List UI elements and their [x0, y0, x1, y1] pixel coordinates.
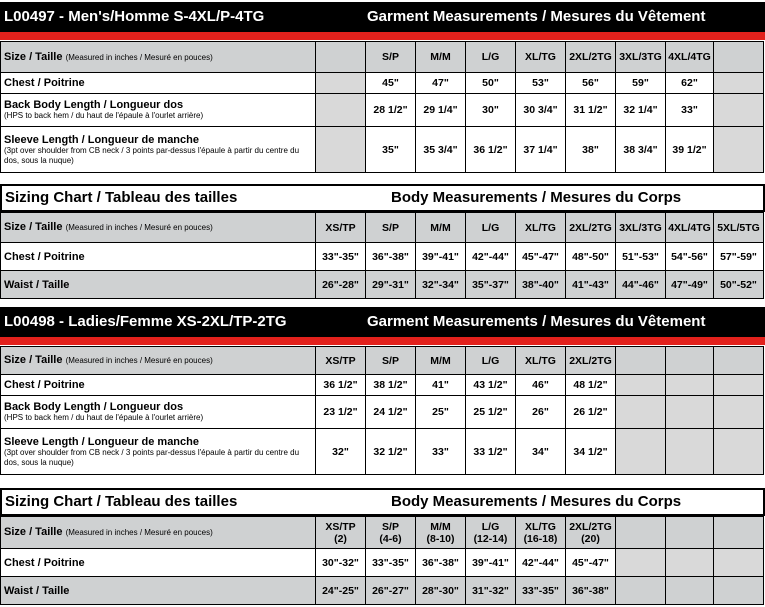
size-header: M/M — [416, 42, 466, 73]
ladies-body-title: Body Measurements / Mesures du Corps — [391, 493, 682, 510]
value-cell: 50" — [466, 73, 516, 94]
value-cell: 25" — [416, 396, 466, 429]
size-header: L/G — [466, 347, 516, 375]
size-header: 4XL/4TG — [666, 42, 714, 73]
empty-cell — [714, 429, 764, 475]
empty-cell — [666, 347, 714, 375]
empty-cell — [616, 549, 666, 577]
size-header: 2XL/2TG — [569, 520, 612, 533]
value-cell: 36 1/2" — [466, 127, 516, 173]
size-header-cell — [516, 517, 566, 549]
size-header: 3XL/3TG — [616, 42, 666, 73]
value-cell: 39"-41" — [416, 243, 466, 271]
row-note: (HPS to back hem / du haut de l'épaule à l'ourlet arrière) — [4, 413, 204, 422]
table-row — [1, 549, 764, 577]
empty-cell — [616, 375, 666, 396]
table-row — [1, 243, 764, 271]
value-cell: 51"-53" — [616, 243, 666, 271]
value-cell: 62" — [666, 73, 714, 94]
value-cell: 26"-28" — [316, 271, 366, 299]
value-cell: 29 1/4" — [416, 94, 466, 127]
size-header: XS/TP — [316, 213, 366, 243]
empty-cell — [714, 549, 764, 577]
ladies-sizing-header — [0, 488, 765, 516]
size-header-cell — [316, 517, 366, 549]
row-label-cell — [1, 127, 316, 173]
empty-cell — [316, 73, 366, 94]
size-header-cell — [566, 517, 616, 549]
value-cell: 53" — [516, 73, 566, 94]
size-label-cell — [1, 42, 316, 73]
size-header: S/P — [366, 42, 416, 73]
size-sub: (8-10) — [426, 532, 455, 545]
value-cell: 50"-52" — [714, 271, 764, 299]
row-label: Chest / Poitrine — [1, 243, 316, 271]
size-header: 4XL/4TG — [666, 213, 714, 243]
empty-cell — [666, 517, 714, 549]
row-label: Waist / Taille — [1, 271, 316, 299]
value-cell: 48"-50" — [566, 243, 616, 271]
empty-cell — [616, 517, 666, 549]
size-note: (Measured in inches / Mesuré en pouces) — [65, 356, 213, 365]
empty-cell — [714, 42, 764, 73]
value-cell: 35 3/4" — [416, 127, 466, 173]
value-cell: 30 3/4" — [516, 94, 566, 127]
empty-cell — [714, 517, 764, 549]
table-row — [1, 429, 764, 475]
value-cell: 24"-25" — [316, 577, 366, 605]
value-cell: 38"-40" — [516, 271, 566, 299]
value-cell: 30" — [466, 94, 516, 127]
row-label: Back Body Length / Longueur dos — [4, 99, 184, 111]
size-header: L/G — [466, 213, 516, 243]
value-cell: 45"-47" — [566, 549, 616, 577]
table-row — [1, 271, 764, 299]
empty-cell — [616, 429, 666, 475]
empty-cell — [616, 396, 666, 429]
value-cell: 30"-32" — [316, 549, 366, 577]
mens-garment-size-row — [1, 42, 764, 73]
size-header: 2XL/2TG — [566, 42, 616, 73]
table-row — [1, 577, 764, 605]
size-header: S/P — [366, 213, 416, 243]
value-cell: 36 1/2" — [316, 375, 366, 396]
value-cell: 33"-35" — [366, 549, 416, 577]
value-cell: 41"-43" — [566, 271, 616, 299]
empty-cell — [714, 577, 764, 605]
row-label: Back Body Length / Longueur dos — [4, 401, 184, 413]
row-label: Sleeve Length / Longueur de manche — [4, 133, 199, 146]
size-note: (Measured in inches / Mesuré en pouces) — [65, 528, 213, 537]
value-cell: 25 1/2" — [466, 396, 516, 429]
empty-cell — [666, 375, 714, 396]
size-header: L/G — [466, 42, 516, 73]
value-cell: 35"-37" — [466, 271, 516, 299]
size-header-cell — [366, 517, 416, 549]
empty-cell — [616, 577, 666, 605]
size-header: XL/TG — [516, 347, 566, 375]
value-cell: 31"-32" — [466, 577, 516, 605]
value-cell: 37 1/4" — [516, 127, 566, 173]
value-cell: 28 1/2" — [366, 94, 416, 127]
size-sub: (12-14) — [473, 532, 508, 545]
mens-body-table — [0, 212, 764, 299]
size-label-cell — [1, 517, 316, 549]
value-cell: 33" — [416, 429, 466, 475]
value-cell: 33 1/2" — [466, 429, 516, 475]
value-cell: 36"-38" — [416, 549, 466, 577]
ladies-garment-header — [0, 307, 765, 337]
size-header: 2XL/2TG — [566, 213, 616, 243]
size-label: Size / Taille — [4, 221, 63, 233]
table-row — [1, 127, 764, 173]
value-cell: 35" — [366, 127, 416, 173]
row-label-cell — [1, 94, 316, 127]
ladies-garment-size-row — [1, 347, 764, 375]
size-header: 3XL/3TG — [616, 213, 666, 243]
empty-cell — [714, 375, 764, 396]
empty-cell — [666, 577, 714, 605]
empty-cell — [666, 549, 714, 577]
value-cell: 28"-30" — [416, 577, 466, 605]
empty-cell — [666, 429, 714, 475]
value-cell: 23 1/2" — [316, 396, 366, 429]
value-cell: 33" — [666, 94, 714, 127]
value-cell: 59" — [616, 73, 666, 94]
value-cell: 29"-31" — [366, 271, 416, 299]
value-cell: 42"-44" — [516, 549, 566, 577]
ladies-red-bar — [0, 337, 765, 345]
size-header: M/M — [416, 213, 466, 243]
value-cell: 36"-38" — [366, 243, 416, 271]
value-cell: 34" — [516, 429, 566, 475]
value-cell: 34 1/2" — [566, 429, 616, 475]
size-label: Size / Taille — [4, 354, 63, 366]
value-cell: 38 1/2" — [366, 375, 416, 396]
mens-garment-table — [0, 41, 764, 173]
value-cell: 47" — [416, 73, 466, 94]
size-sub: (20) — [581, 532, 600, 545]
mens-sizing-title: Sizing Chart / Tableau des tailles — [5, 189, 238, 206]
value-cell: 46" — [516, 375, 566, 396]
value-cell: 56" — [566, 73, 616, 94]
empty-cell — [714, 127, 764, 173]
value-cell: 47"-49" — [666, 271, 714, 299]
size-header: XL/TG — [525, 520, 556, 533]
value-cell: 41" — [416, 375, 466, 396]
value-cell: 31 1/2" — [566, 94, 616, 127]
value-cell: 57"-59" — [714, 243, 764, 271]
value-cell: 36"-38" — [566, 577, 616, 605]
empty-cell — [666, 396, 714, 429]
size-label: Size / Taille — [4, 526, 63, 538]
row-label: Chest / Poitrine — [1, 375, 316, 396]
size-header: XL/TG — [516, 213, 566, 243]
size-header: XS/TP — [316, 347, 366, 375]
row-label: Chest / Poitrine — [1, 549, 316, 577]
value-cell: 39"-41" — [466, 549, 516, 577]
size-header-cell — [466, 517, 516, 549]
empty-cell — [714, 73, 764, 94]
empty-cell — [714, 94, 764, 127]
table-row — [1, 375, 764, 396]
mens-body-size-row — [1, 213, 764, 243]
table-row — [1, 396, 764, 429]
ladies-product-title: L00498 - Ladies/Femme XS-2XL/TP-2TG — [4, 313, 287, 330]
value-cell: 45" — [366, 73, 416, 94]
mens-body-title: Body Measurements / Mesures du Corps — [391, 189, 682, 206]
value-cell: 32"-34" — [416, 271, 466, 299]
size-sub: (16-18) — [523, 532, 558, 545]
size-note: (Measured in inches / Mesuré en pouces) — [65, 223, 213, 232]
empty-cell — [316, 127, 366, 173]
value-cell: 33"-35" — [516, 577, 566, 605]
row-note: (HPS to back hem / du haut de l'épaule à l'ourlet arrière) — [4, 111, 204, 120]
mens-garment-header — [0, 2, 765, 32]
size-header-cell — [416, 517, 466, 549]
empty-cell — [714, 396, 764, 429]
size-header: M/M — [430, 520, 451, 533]
row-label: Chest / Poitrine — [1, 73, 316, 94]
value-cell: 48 1/2" — [566, 375, 616, 396]
ladies-body-size-row — [1, 517, 764, 549]
value-cell: 45"-47" — [516, 243, 566, 271]
size-sub: (4-6) — [379, 532, 402, 545]
value-cell: 54"-56" — [666, 243, 714, 271]
empty-cell — [316, 94, 366, 127]
size-header: M/M — [416, 347, 466, 375]
size-header: XS/TP — [325, 520, 356, 533]
row-label: Waist / Taille — [1, 577, 316, 605]
value-cell: 43 1/2" — [466, 375, 516, 396]
mens-product-title: L00497 - Men's/Homme S-4XL/P-4TG — [4, 8, 265, 25]
value-cell: 44"-46" — [616, 271, 666, 299]
size-header: L/G — [481, 520, 500, 533]
empty-cell — [316, 42, 366, 73]
size-header: 5XL/5TG — [714, 213, 764, 243]
ladies-body-table — [0, 516, 764, 605]
value-cell: 38" — [566, 127, 616, 173]
size-header: S/P — [366, 347, 416, 375]
value-cell: 38 3/4" — [616, 127, 666, 173]
empty-cell — [714, 347, 764, 375]
value-cell: 39 1/2" — [666, 127, 714, 173]
table-row — [1, 73, 764, 94]
size-sub: (2) — [334, 532, 347, 545]
value-cell: 42"-44" — [466, 243, 516, 271]
table-row — [1, 94, 764, 127]
row-label-cell — [1, 429, 316, 475]
value-cell: 24 1/2" — [366, 396, 416, 429]
ladies-sizing-title: Sizing Chart / Tableau des tailles — [5, 493, 238, 510]
size-header: S/P — [382, 520, 399, 533]
value-cell: 26" — [516, 396, 566, 429]
value-cell: 33"-35" — [316, 243, 366, 271]
size-note: (Measured in inches / Mesuré en pouces) — [65, 52, 213, 62]
value-cell: 26"-27" — [366, 577, 416, 605]
size-label-cell — [1, 347, 316, 375]
mens-sizing-header — [0, 184, 765, 212]
empty-cell — [616, 347, 666, 375]
size-header: XL/TG — [516, 42, 566, 73]
row-note: (3pt over shoulder from CB neck / 3 points par-dessus l'épaule à partir du centre du dos, sous la nuque) — [4, 447, 300, 467]
size-label: Size / Taille — [4, 50, 63, 63]
ladies-garment-table — [0, 346, 764, 475]
value-cell: 32" — [316, 429, 366, 475]
ladies-garment-title: Garment Measurements / Mesures du Vêtement — [367, 313, 706, 330]
mens-garment-title: Garment Measurements / Mesures du Vêtement — [367, 8, 706, 25]
mens-red-bar — [0, 32, 765, 40]
size-header: 2XL/2TG — [566, 347, 616, 375]
row-label-cell — [1, 396, 316, 429]
value-cell: 32 1/2" — [366, 429, 416, 475]
row-note: (3pt over shoulder from CB neck / 3 points par-dessus l'épaule à partir du centre du dos, sous la nuque) — [4, 145, 300, 165]
size-label-cell — [1, 213, 316, 243]
row-label: Sleeve Length / Longueur de manche — [4, 435, 199, 448]
value-cell: 32 1/4" — [616, 94, 666, 127]
value-cell: 26 1/2" — [566, 396, 616, 429]
